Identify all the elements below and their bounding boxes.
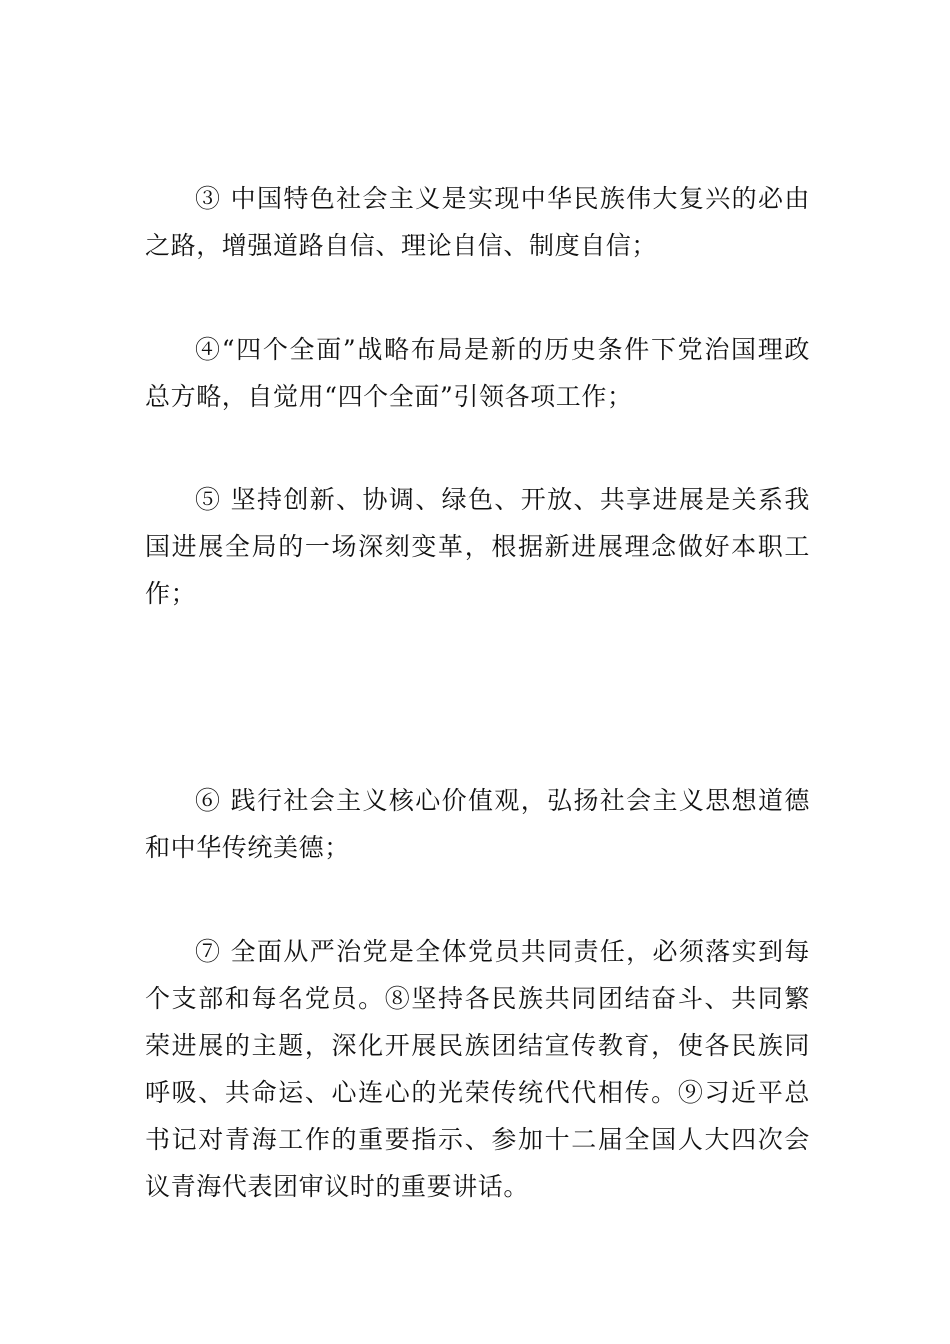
paragraph-item-3: ③ 中国特色社会主义是实现中华民族伟大复兴的必由之路，增强道路自信、理论自信、制度自信； [145,184,810,260]
paragraph-item-5: ⑤ 坚持创新、协调、绿色、开放、共享进展是关系我国进展全局的一场深刻变革，根据新进展理念做好本职工作； [145,485,810,608]
paragraph-item-6: ⑥ 践行社会主义核心价值观，弘扬社会主义思想道德和中华传统美德； [145,786,810,862]
paragraph-item-4: ④“四个全面”战略布局是新的历史条件下党治国理政总方略，自觉用“四个全面”引领各项工作； [145,335,810,411]
paragraph-item-7-8-9: ⑦ 全面从严治党是全体党员共同责任，必须落实到每个支部和每名党员。⑧坚持各民族共同团结奋斗、共同繁荣进展的主题，深化开展民族团结宣传教育，使各民族同呼吸、共命运、心连心的光荣传统代代相传。⑨习近平总书记对青海工作的重要指示、参加十二届全国人大四次会议青海代表团审议时的重要讲话。 [145,937,810,1201]
